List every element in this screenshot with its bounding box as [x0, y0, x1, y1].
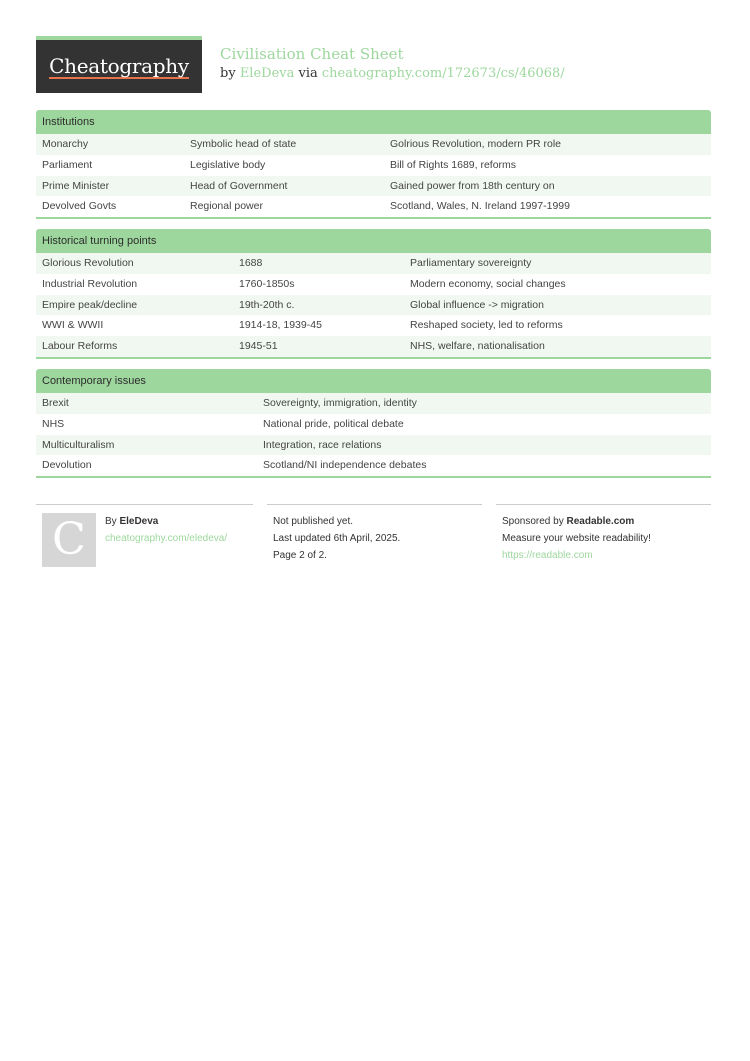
- table-cell: National pride, political debate: [263, 417, 404, 430]
- footer-sponsor: [496, 504, 711, 574]
- table-row: [36, 155, 711, 176]
- table-row: [36, 414, 711, 435]
- table-cell: Legislative body: [190, 158, 266, 171]
- table-cell: Reshaped society, led to reforms: [410, 319, 563, 332]
- table-cell: Scotland, Wales, N. Ireland 1997-1999: [390, 200, 570, 213]
- title-block: [220, 44, 565, 84]
- table-cell: Symbolic head of state: [190, 138, 297, 150]
- footer-author: [36, 504, 253, 574]
- page-title: Civilisation Cheat Sheet: [220, 45, 404, 63]
- byline: [220, 64, 565, 84]
- table-row: [36, 253, 711, 274]
- table-cell: Empire peak/decline: [42, 298, 138, 311]
- table-cell: 1945-51: [239, 340, 278, 353]
- table-cell: Glorious Revolution: [42, 257, 134, 269]
- table-cell: Gained power from 18th century on: [390, 179, 555, 192]
- sponsor-label: Sponsored by: [502, 516, 567, 527]
- table-cell: Scotland/NI independence debates: [263, 459, 427, 472]
- table-row: [36, 196, 711, 217]
- sponsor-tagline: Measure your website readability!: [502, 533, 651, 544]
- table-cell: Parliament: [42, 158, 93, 171]
- sheet-url-link[interactable]: cheatography.com/172673/cs/46068/: [321, 66, 565, 81]
- table-cell: Regional power: [190, 200, 263, 213]
- table-cell: 1914-18, 1939-45: [239, 319, 322, 332]
- table-row: [36, 134, 711, 155]
- table-row: [36, 455, 711, 476]
- table-row: [36, 336, 711, 357]
- table-row: [36, 315, 711, 336]
- table-cell: Prime Minister: [42, 179, 110, 192]
- author-link[interactable]: EleDeva: [239, 66, 295, 81]
- table-cell: Parliamentary sovereignty: [410, 257, 532, 269]
- footer-by-label: By: [105, 516, 120, 527]
- table-cell: WWI & WWII: [42, 319, 104, 332]
- section-contemporary-issues: [36, 369, 711, 478]
- table-cell: Golrious Revolution, modern PR role: [390, 138, 561, 150]
- table-cell: 1760-1850s: [239, 277, 295, 290]
- byline-via: via: [294, 66, 322, 81]
- avatar-letter: C: [52, 514, 86, 565]
- table-cell: 1688: [239, 257, 263, 269]
- author-profile-link[interactable]: cheatography.com/eledeva/: [105, 533, 228, 544]
- section-title: Contemporary issues: [36, 369, 711, 393]
- table-cell: NHS, welfare, nationalisation: [410, 340, 545, 353]
- table-cell: Integration, race relations: [263, 438, 382, 451]
- section-institutions: [36, 110, 711, 219]
- table-cell: Devolution: [42, 459, 92, 472]
- page-footer: [36, 504, 711, 574]
- table-cell: Multiculturalism: [42, 438, 115, 451]
- page-number: Page 2 of 2.: [273, 550, 327, 561]
- table-cell: Brexit: [42, 397, 69, 409]
- table-row: [36, 435, 711, 456]
- sponsor-name[interactable]: Readable.com: [566, 516, 635, 527]
- cheatography-logo[interactable]: [36, 36, 202, 93]
- logo-text: Cheatography: [49, 53, 189, 78]
- section-title: Historical turning points: [36, 229, 711, 253]
- sponsor-link[interactable]: https://readable.com: [502, 550, 593, 561]
- table-row: [36, 393, 711, 414]
- byline-prefix: by: [220, 66, 240, 81]
- table-cell: Modern economy, social changes: [410, 277, 566, 290]
- table-cell: NHS: [42, 417, 65, 430]
- published-status: Not published yet.: [273, 516, 354, 527]
- table-cell: Devolved Govts: [42, 200, 117, 213]
- table-cell: 19th-20th c.: [239, 298, 295, 311]
- footer-meta: [267, 504, 482, 574]
- sponsor-line: [502, 513, 634, 530]
- section-historical-turning-points: [36, 229, 711, 359]
- footer-byline: [105, 513, 158, 530]
- footer-author-name[interactable]: EleDeva: [119, 516, 159, 527]
- table-cell: Monarchy: [42, 138, 89, 150]
- section-title: Institutions: [36, 110, 711, 134]
- table-cell: Head of Government: [190, 179, 288, 192]
- table-cell: Sovereignty, immigration, identity: [263, 397, 417, 409]
- page-header: [36, 36, 716, 93]
- table-cell: Industrial Revolution: [42, 277, 138, 290]
- last-updated: Last updated 6th April, 2025.: [273, 533, 401, 544]
- table-cell: Labour Reforms: [42, 340, 118, 353]
- table-row: [36, 295, 711, 316]
- table-cell: Global influence -> migration: [410, 298, 544, 311]
- table-cell: Bill of Rights 1689, reforms: [390, 158, 517, 171]
- avatar[interactable]: [42, 513, 96, 567]
- table-row: [36, 274, 711, 295]
- table-row: [36, 176, 711, 197]
